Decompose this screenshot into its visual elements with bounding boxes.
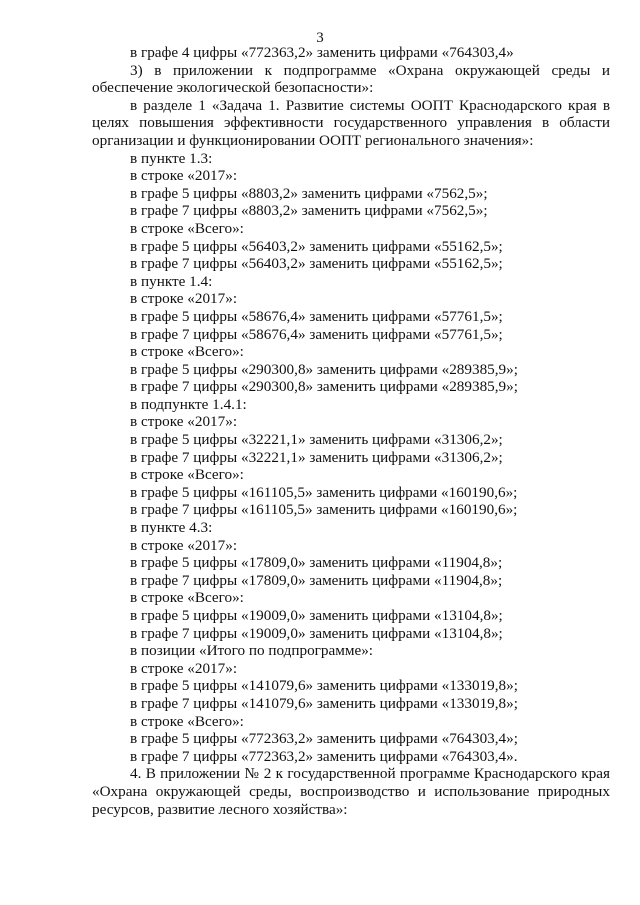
text-line: в графе 5 цифры «17809,0» заменить цифрами «11904,8»; (130, 554, 503, 572)
text-line: в графе 5 цифры «772363,2» заменить цифрами «764303,4»; (130, 730, 518, 748)
text-line: в графе 7 цифры «290300,8» заменить цифрами «289385,9»; (130, 378, 518, 396)
text-line: в графе 5 цифры «32221,1» заменить цифрами «31306,2»; (130, 431, 503, 449)
text-line: в графе 5 цифры «141079,6» заменить цифрами «133019,8»; (130, 677, 518, 695)
paragraph-item-3: 3) в приложении к подпрограмме «Охрана окружающей среды и обеспечение экологической безопасности»: (92, 61, 610, 97)
text-line: в графе 7 цифры «58676,4» заменить цифрами «57761,5»; (130, 325, 503, 343)
text-line: в графе 5 цифры «8803,2» заменить цифрами «7562,5»; (130, 184, 488, 202)
text-line: в пункте 4.3: (130, 519, 213, 537)
text-line: в графе 7 цифры «56403,2» заменить цифрами «55162,5»; (130, 255, 503, 273)
amendment-list (92, 150, 610, 766)
text-line: в строке «Всего»: (130, 589, 244, 607)
text-line: в пункте 1.3: (130, 149, 213, 167)
text-line: в графе 7 цифры «772363,2» заменить цифрами «764303,4». (130, 747, 518, 765)
text-line: в строке «Всего»: (130, 219, 244, 237)
text-line: в строке «2017»: (130, 290, 238, 308)
text-line: в строке «2017»: (130, 167, 238, 185)
paragraph-item-4: 4. В приложении № 2 к государственной программе Краснодарского края «Охрана окружающей среды, воспроизводство и использование природных ресурсов, развитие лесного хозяйства»: (92, 765, 610, 818)
text-line: в графе 7 цифры «32221,1» заменить цифрами «31306,2»; (130, 448, 503, 466)
text-line: в графе 5 цифры «19009,0» заменить цифрами «13104,8»; (130, 607, 503, 624)
text-line: в графе 5 цифры «58676,4» заменить цифрами «57761,5»; (130, 307, 503, 325)
text-line: в позиции «Итого по подпрограмме»: (130, 642, 374, 660)
text-line: в графе 7 цифры «141079,6» заменить цифрами «133019,8»; (130, 694, 518, 712)
page-number: 3 (316, 30, 324, 46)
text-line: в графе 7 цифры «19009,0» заменить цифрами «13104,8»; (130, 624, 503, 642)
text-line: в графе 5 цифры «161105,5» заменить цифрами «160190,6»; (130, 483, 518, 501)
text-line: в пункте 1.4: (130, 272, 213, 290)
text-line: в строке «Всего»: (130, 343, 244, 361)
text-line: в строке «Всего»: (130, 712, 244, 730)
text-line: в подпункте 1.4.1: (130, 395, 247, 413)
text-line: в строке «2017»: (130, 413, 238, 431)
text-line: в строке «2017»: (130, 536, 238, 554)
document-body (92, 44, 610, 818)
text-line: в графе 4 цифры «772363,2» заменить цифрами «764303,4» (130, 44, 514, 61)
text-line: в строке «2017»: (130, 659, 238, 677)
text-line: в строке «Всего»: (130, 466, 244, 484)
text-line: в графе 5 цифры «56403,2» заменить цифрами «55162,5»; (130, 237, 503, 255)
text-line: в графе 7 цифры «161105,5» заменить цифрами «160190,6»; (130, 501, 518, 519)
text-line: в графе 7 цифры «8803,2» заменить цифрами «7562,5»; (130, 202, 488, 220)
text-line: в графе 5 цифры «290300,8» заменить цифрами «289385,9»; (130, 360, 518, 378)
text-line: в графе 7 цифры «17809,0» заменить цифрами «11904,8»; (130, 571, 503, 589)
paragraph-section-1: в разделе 1 «Задача 1. Развитие системы ООПТ Краснодарского края в целях повышения эффективности государственного управления в области организации и функционировании ООПТ регионального значения»: (92, 96, 610, 149)
